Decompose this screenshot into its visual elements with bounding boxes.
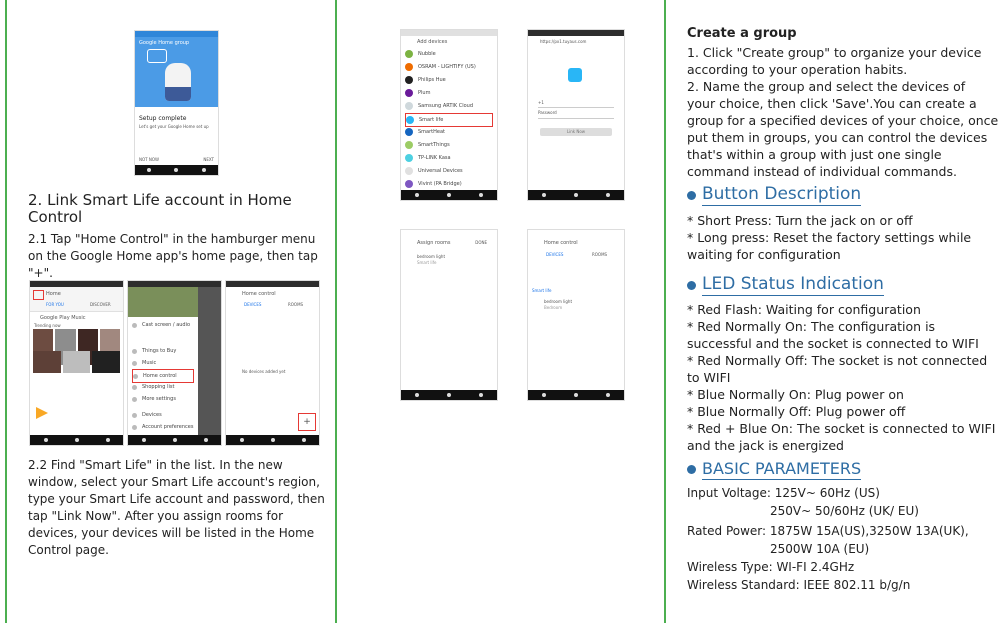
menu-item-0[interactable]: Cast screen / audio: [132, 319, 194, 331]
home-title: Home: [46, 291, 61, 297]
button-description-heading: Button Description: [687, 184, 861, 206]
screenshot-menu: [127, 280, 222, 446]
smart-life-logo-icon: [568, 68, 582, 82]
done-button[interactable]: DONE: [475, 240, 487, 245]
control2-device-sub: Bedroom: [544, 305, 563, 310]
control2-group: Smart life: [532, 288, 552, 293]
provider-smart-life[interactable]: Smart life: [405, 113, 493, 127]
tab-devices[interactable]: DEVICES: [244, 302, 262, 307]
paragraph-2-2: 2.2 Find "Smart Life" in the list. In the new window, select your Smart Life account's region, type your Smart Life account and password, then tap "Link Now". After you assign rooms for devices, your devices will be listed in the Home Control page.: [28, 458, 325, 557]
column-divider-2: [664, 0, 666, 623]
screenshot-smart-life-login: [527, 29, 625, 201]
create-line-3: your choice, then click 'Save'.You can create a: [687, 96, 977, 111]
create-line-4: group for a specified devices of your choice, once: [687, 113, 999, 128]
control2-device[interactable]: bedroom light: [544, 299, 573, 304]
login-url: https://px1.tuyaus.com: [540, 39, 587, 44]
provider-9[interactable]: Universal Devices: [405, 165, 493, 177]
menu-item-7[interactable]: Account preferences: [132, 421, 194, 433]
google-home-device-icon: [165, 63, 191, 101]
control-title: Home control: [242, 291, 276, 297]
led-line-4: to WIFI: [687, 370, 731, 385]
menu-item-1[interactable]: Things to Buy: [132, 345, 194, 357]
add-device-button[interactable]: +: [298, 413, 316, 431]
provider-6[interactable]: SmartHeat: [405, 126, 493, 138]
bullet-icon: [687, 191, 696, 200]
screenshot-add-devices: [400, 29, 498, 201]
password-field[interactable]: Password: [538, 110, 557, 115]
tab-for-you[interactable]: FOR YOU: [46, 302, 64, 307]
bullet-icon: [687, 281, 696, 290]
setup-title: Setup complete: [139, 115, 187, 122]
create-line-7: command instead of individual commands.: [687, 164, 957, 179]
setup-body: Let's get your Google Home set up: [139, 124, 209, 129]
provider-3[interactable]: Plum: [405, 87, 493, 99]
create-line-2: 2. Name the group and select the devices of: [687, 79, 966, 94]
menu-item-5[interactable]: More settings: [132, 393, 194, 405]
create-line-6: that's within a group with just one single: [687, 147, 942, 162]
control2-tab-devices[interactable]: DEVICES: [546, 252, 564, 257]
led-line-1: * Red Normally On: The configuration is: [687, 319, 936, 334]
speech-bubble-icon: [147, 49, 167, 63]
create-group-title: Create a group: [687, 26, 797, 41]
menu-item-6[interactable]: Devices: [132, 409, 194, 421]
trending-label: Trending now: [34, 323, 61, 328]
param-input-voltage: Input Voltage: 125V~ 60Hz (US): [687, 486, 880, 500]
tab-discover[interactable]: DISCOVER: [90, 302, 111, 307]
screenshot-setup-complete: [134, 30, 219, 176]
create-line-5: put them in groups, you can control the devices: [687, 130, 988, 145]
led-line-6: * Blue Normally Off: Plug power off: [687, 404, 906, 419]
screenshot-home: [29, 280, 124, 446]
link-now-button[interactable]: Link Now: [540, 128, 612, 136]
column-divider-1: [335, 0, 337, 623]
album-thumbnails-2: [33, 351, 120, 373]
button-line-2: waiting for configuration: [687, 247, 841, 262]
button-line-1: * Long press: Reset the factory settings while: [687, 230, 972, 245]
basic-parameters-heading: BASIC PARAMETERS: [687, 459, 861, 480]
led-line-0: * Red Flash: Waiting for configuration: [687, 302, 921, 317]
screenshot-home-control-2: [527, 229, 625, 401]
empty-message: No devices added yet: [242, 369, 286, 374]
led-line-5: * Blue Normally On: Plug power on: [687, 387, 904, 402]
column-divider-left: [5, 0, 7, 623]
param-input-voltage-eu: 250V~ 50/60Hz (UK/ EU): [770, 504, 919, 518]
play-store-icon: [36, 407, 48, 419]
menu-item-2[interactable]: Music: [132, 357, 194, 369]
led-status-heading: LED Status Indication: [687, 274, 884, 296]
tab-rooms[interactable]: ROOMS: [288, 302, 304, 307]
control2-tab-rooms[interactable]: ROOMS: [592, 252, 608, 257]
menu-item-4[interactable]: Shopping list: [132, 381, 194, 393]
param-rated-power-eu: 2500W 10A (EU): [770, 542, 870, 556]
menu-item-home-control[interactable]: Home control: [132, 369, 194, 383]
screenshot-home-control: [225, 280, 320, 446]
assign-device-sub: Smart life: [417, 260, 437, 265]
provider-4[interactable]: Samsung ARTIK Cloud: [405, 100, 493, 112]
next-button[interactable]: NEXT: [203, 157, 214, 162]
led-line-2: successful and the socket is connected to WIFI: [687, 336, 979, 351]
setup-header: Google Home group: [139, 40, 190, 46]
country-code[interactable]: +1: [538, 100, 544, 105]
create-line-0: 1. Click "Create group" to organize your device: [687, 45, 982, 60]
provider-7[interactable]: SmartThings: [405, 139, 493, 151]
hamburger-menu-icon[interactable]: [33, 290, 44, 300]
led-line-8: and the jack is energized: [687, 438, 844, 453]
provider-1[interactable]: OSRAM - LIGHTIFY (US): [405, 61, 493, 73]
assign-title: Assign rooms: [417, 240, 451, 246]
button-line-0: * Short Press: Turn the jack on or off: [687, 213, 913, 228]
section-heading: 2. Link Smart Life account in Home Control: [28, 191, 292, 226]
paragraph-2-1: 2.1 Tap "Home Control" in the hamburger menu on the Google Home app's home page, then tap "+".: [28, 232, 318, 280]
led-line-7: * Red + Blue On: The socket is connected to WIFI: [687, 421, 996, 436]
param-wireless-type: Wireless Type: WI-FI 2.4GHz: [687, 560, 855, 574]
provider-2[interactable]: Philips Hue: [405, 74, 493, 86]
bullet-icon: [687, 465, 696, 474]
param-wireless-standard: Wireless Standard: IEEE 802.11 b/g/n: [687, 578, 911, 592]
provider-8[interactable]: TP-LINK Kasa: [405, 152, 493, 164]
screenshot-assign-rooms: [400, 229, 498, 401]
provider-0[interactable]: Nubble: [405, 48, 493, 60]
nav-bar: [135, 165, 218, 175]
not-now-button[interactable]: NOT NOW: [139, 157, 159, 162]
led-line-3: * Red Normally Off: The socket is not connected: [687, 353, 988, 368]
provider-10[interactable]: Vivint (PA Bridge): [405, 178, 493, 190]
add-devices-title: Add devices: [417, 39, 448, 45]
create-line-1: according to your operation habits.: [687, 62, 908, 77]
assign-device[interactable]: bedroom light: [417, 254, 446, 259]
control2-title: Home control: [544, 240, 578, 246]
play-music-card: Google Play Music: [40, 315, 86, 321]
param-rated-power: Rated Power: 1875W 15A(US),3250W 13A(UK),: [687, 524, 969, 538]
